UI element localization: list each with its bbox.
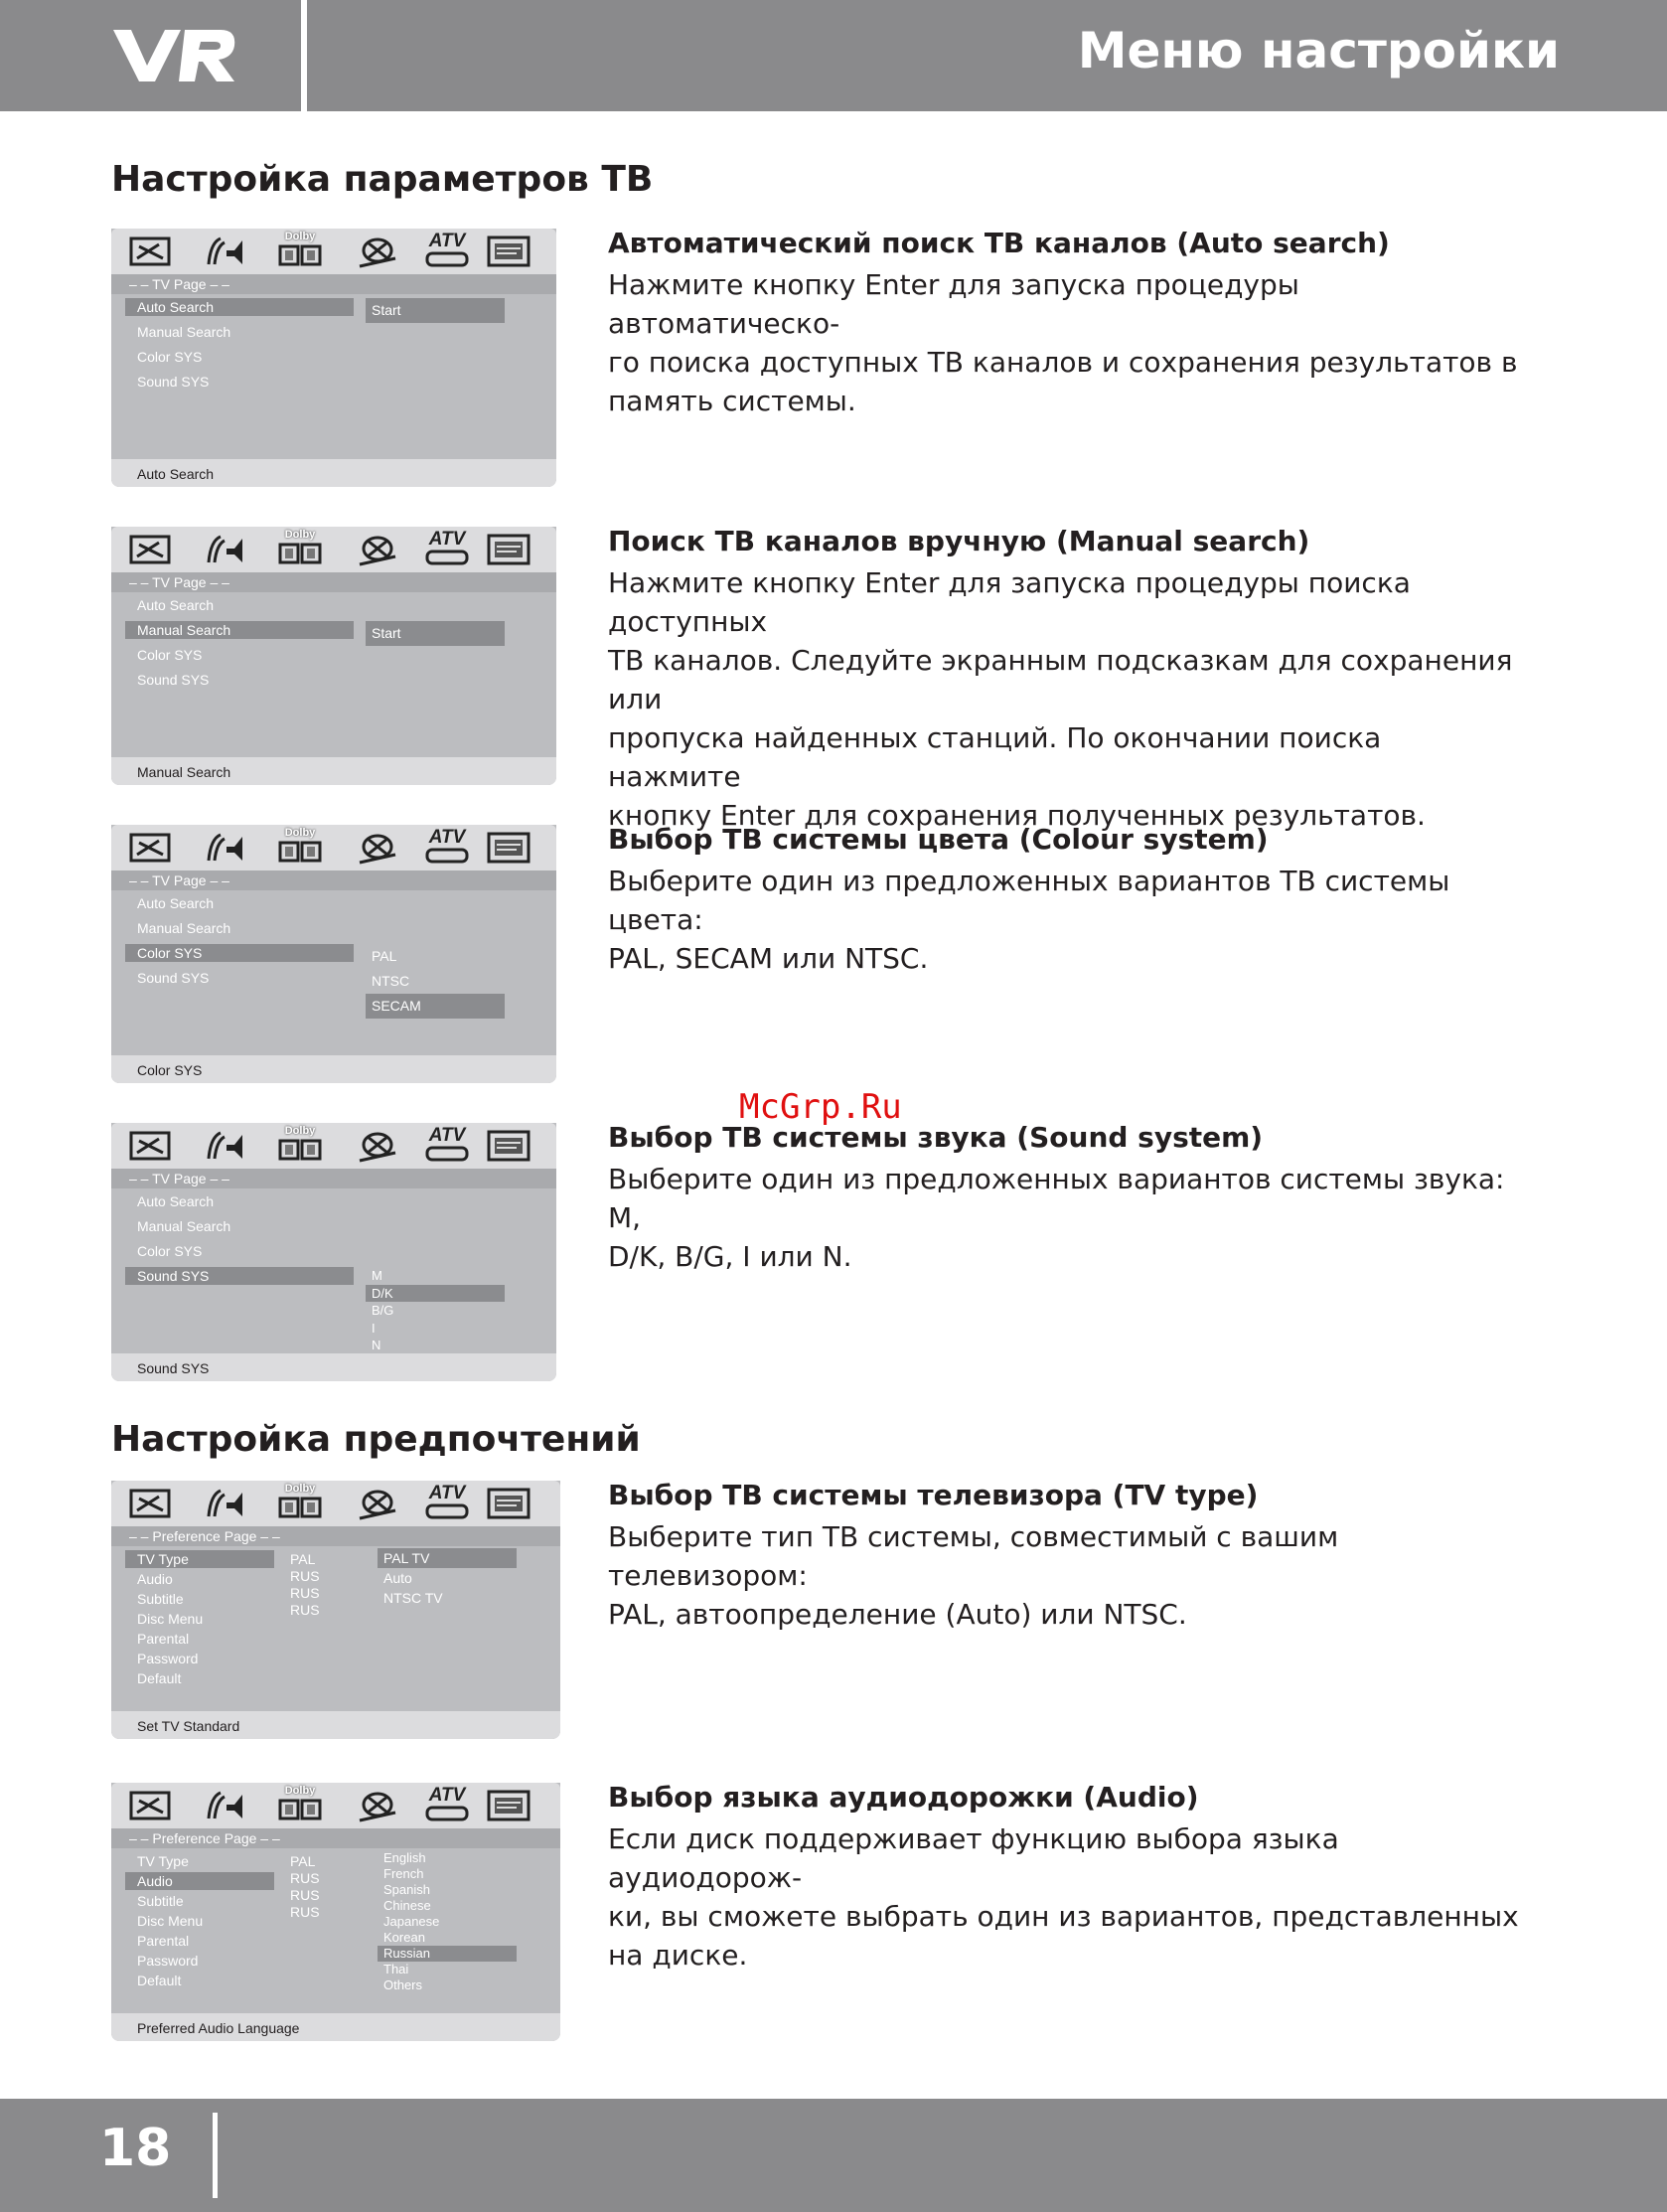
- text-line: Нажмите кнопку Enter для запуска процедуры автоматическо-: [608, 268, 1299, 340]
- system-setup-icon: [129, 1789, 173, 1827]
- osd-menu-item[interactable]: TV Type: [137, 1853, 189, 1869]
- osd-menu-item[interactable]: Color SYS: [137, 1243, 203, 1259]
- osd-menu-item[interactable]: Parental: [137, 1631, 190, 1647]
- dolby-icon: Dolby: [278, 529, 322, 571]
- osd-menu-value: RUS: [290, 1887, 320, 1903]
- osd-menu-item[interactable]: Subtitle: [137, 1591, 184, 1607]
- dolby-icon: Dolby: [278, 1125, 322, 1168]
- video-setup-icon: [356, 1129, 401, 1170]
- system-setup-icon: [129, 1487, 173, 1525]
- osd-option[interactable]: Korean: [383, 1930, 425, 1945]
- osd-menu-item[interactable]: Auto Search: [137, 1193, 215, 1209]
- status-text: Preferred Audio Language: [137, 2020, 300, 2036]
- text-line: Нажмите кнопку Enter для запуска процедуры поиска доступных: [608, 566, 1411, 638]
- block-body-tv-type: [608, 1517, 1522, 1634]
- speaker-icon: [205, 235, 250, 273]
- page-label-text: – – TV Page – –: [129, 872, 229, 888]
- osd-icon-bar: [111, 1123, 556, 1169]
- osd-icon-bar: [111, 1783, 560, 1828]
- speaker-icon: [205, 533, 250, 571]
- text-line: D/K, B/G, I или N.: [608, 1240, 852, 1273]
- osd-menu-item[interactable]: Auto Search: [137, 597, 215, 613]
- atv-icon: ATV: [423, 232, 471, 272]
- text-line: кнопку Enter для сохранения полученных результатов.: [608, 799, 1426, 832]
- osd-option[interactable]: Russian: [378, 1946, 517, 1962]
- osd-option[interactable]: Japanese: [383, 1914, 440, 1929]
- osd-icon-bar: [111, 527, 556, 572]
- osd-page-label: [111, 1169, 556, 1188]
- atv-icon: ATV: [423, 828, 471, 869]
- text-line: Если диск поддерживает функцию выбора языка аудиодорож-: [608, 1822, 1339, 1894]
- osd-option[interactable]: Auto: [383, 1570, 412, 1586]
- dolby-icon: Dolby: [278, 231, 322, 273]
- text-line: Выберите один из предложенных вариантов системы звука: M,: [608, 1163, 1505, 1234]
- text-line: PAL, SECAM или NTSC.: [608, 942, 929, 975]
- osd-menu-item[interactable]: Auto Search: [125, 298, 354, 316]
- atv-icon: ATV: [423, 530, 471, 570]
- speaker-icon: [205, 1129, 250, 1168]
- osd-menu-item[interactable]: Subtitle: [137, 1893, 184, 1909]
- block-body-auto-search: [608, 265, 1522, 420]
- block-heading-auto-search: Автоматический поиск ТВ каналов (Auto search): [608, 227, 1390, 259]
- osd-page-label: [111, 274, 556, 294]
- osd-option[interactable]: I: [372, 1320, 376, 1336]
- osd-option[interactable]: Thai: [383, 1962, 409, 1976]
- page-label-text: – – Preference Page – –: [129, 1528, 280, 1544]
- osd-menu-item[interactable]: Disc Menu: [137, 1611, 204, 1627]
- menu-screen-auto-search: [111, 229, 556, 487]
- osd-option[interactable]: D/K: [366, 1285, 505, 1303]
- osd-menu-item[interactable]: Manual Search: [137, 920, 231, 936]
- footer-divider: [213, 2113, 218, 2198]
- osd-menu-value: RUS: [290, 1602, 320, 1618]
- preference-icon: [487, 533, 532, 571]
- block-heading-colour-system: Выбор ТВ системы цвета (Colour system): [608, 823, 1269, 856]
- system-setup-icon: [129, 1129, 173, 1168]
- video-setup-icon: [356, 235, 401, 275]
- menu-screen-tv-type: [111, 1481, 560, 1739]
- atv-icon: ATV: [423, 1484, 471, 1524]
- osd-menu-item[interactable]: Manual Search: [125, 621, 354, 639]
- text-line: ТВ каналов. Следуйте экранным подсказкам для сохранения или: [608, 644, 1513, 715]
- osd-option[interactable]: French: [383, 1866, 424, 1881]
- status-text: Sound SYS: [137, 1360, 210, 1376]
- osd-menu-item[interactable]: Sound SYS: [137, 374, 210, 390]
- osd-option[interactable]: M: [372, 1268, 382, 1283]
- video-setup-icon: [356, 1789, 401, 1829]
- atv-icon: ATV: [423, 1786, 471, 1826]
- osd-option[interactable]: B/G: [372, 1303, 394, 1318]
- block-body-manual-search: [608, 563, 1522, 835]
- page-footer: [0, 2099, 1667, 2212]
- block-heading-tv-type: Выбор ТВ системы телевизора (TV type): [608, 1479, 1259, 1511]
- dolby-icon: Dolby: [278, 827, 322, 869]
- osd-menu-item[interactable]: Sound SYS: [137, 672, 210, 688]
- block-body-colour-system: [608, 862, 1522, 978]
- osd-option[interactable]: NTSC: [372, 973, 410, 989]
- osd-page-label: [111, 1828, 560, 1848]
- osd-status-bar: [111, 1711, 560, 1739]
- osd-option[interactable]: NTSC TV: [383, 1590, 443, 1606]
- status-text: Color SYS: [137, 1062, 203, 1078]
- speaker-icon: [205, 1487, 250, 1525]
- page-number: 18: [99, 2119, 172, 2178]
- osd-menu-item[interactable]: Default: [137, 1973, 182, 1988]
- osd-status-bar: [111, 1055, 556, 1083]
- system-setup-icon: [129, 831, 173, 869]
- preference-icon: [487, 1487, 532, 1525]
- status-text: Auto Search: [137, 466, 215, 482]
- page-title: Меню настройки: [1077, 22, 1560, 79]
- atv-icon: ATV: [423, 1126, 471, 1167]
- block-heading-audio: Выбор языка аудиодорожки (Audio): [608, 1781, 1199, 1814]
- osd-menu-item[interactable]: Auto Search: [137, 895, 215, 911]
- osd-option[interactable]: Chinese: [383, 1898, 431, 1913]
- system-setup-icon: [129, 533, 173, 571]
- osd-option[interactable]: Start: [366, 621, 505, 646]
- text-line: Выберите один из предложенных вариантов ТВ системы цвета:: [608, 865, 1450, 936]
- video-setup-icon: [356, 831, 401, 871]
- osd-menu-value: RUS: [290, 1568, 320, 1584]
- section-title-preferences: Настройка предпочтений: [111, 1419, 641, 1460]
- osd-option[interactable]: PAL TV: [378, 1548, 517, 1568]
- osd-menu-item[interactable]: Default: [137, 1670, 182, 1686]
- text-line: Выберите тип ТВ системы, совместимый с вашим телевизором:: [608, 1520, 1339, 1592]
- system-setup-icon: [129, 235, 173, 273]
- osd-option[interactable]: PAL: [372, 948, 397, 964]
- preference-icon: [487, 1129, 532, 1168]
- osd-status-bar: [111, 757, 556, 785]
- page-label-text: – – TV Page – –: [129, 1171, 229, 1186]
- speaker-icon: [205, 831, 250, 869]
- osd-menu-item[interactable]: Sound SYS: [137, 970, 210, 986]
- block-body-sound-system: [608, 1160, 1522, 1276]
- osd-page-label: [111, 870, 556, 890]
- osd-menu-item[interactable]: Password: [137, 1651, 199, 1666]
- text-line: на диске.: [608, 1939, 748, 1972]
- video-setup-icon: [356, 533, 401, 573]
- osd-menu-item[interactable]: Color SYS: [125, 944, 354, 962]
- logo-box: [0, 0, 307, 111]
- text-line: пропуска найденных станций. По окончании поиска нажмите: [608, 721, 1382, 793]
- osd-menu-item[interactable]: Color SYS: [137, 349, 203, 365]
- osd-menu-item[interactable]: Manual Search: [137, 1218, 231, 1234]
- block-heading-manual-search: Поиск ТВ каналов вручную (Manual search): [608, 525, 1310, 557]
- page-label-text: – – TV Page – –: [129, 276, 229, 292]
- block-body-audio: [608, 1819, 1522, 1975]
- osd-status-bar: [111, 459, 556, 487]
- watermark: McGrp.Ru: [739, 1087, 902, 1127]
- menu-screen-sound-sys: [111, 1123, 556, 1381]
- osd-menu-item[interactable]: Manual Search: [137, 324, 231, 340]
- osd-menu-item[interactable]: Password: [137, 1953, 199, 1969]
- section-title-tv: Настройка параметров ТВ: [111, 159, 654, 200]
- osd-menu-value: PAL: [290, 1551, 316, 1567]
- osd-menu-item[interactable]: TV Type: [125, 1550, 274, 1568]
- osd-icon-bar: [111, 825, 556, 870]
- osd-icon-bar: [111, 1481, 560, 1526]
- page-header: [0, 0, 1667, 111]
- osd-menu-item[interactable]: Audio: [137, 1571, 173, 1587]
- speaker-icon: [205, 1789, 250, 1827]
- osd-option[interactable]: N: [372, 1338, 381, 1352]
- text-line: го поиска доступных ТВ каналов и сохранения результатов в: [608, 346, 1518, 379]
- preference-icon: [487, 831, 532, 869]
- osd-menu-item[interactable]: Parental: [137, 1933, 190, 1949]
- osd-menu-value: PAL: [290, 1853, 316, 1869]
- osd-page-label: [111, 1526, 560, 1546]
- osd-menu-value: RUS: [290, 1870, 320, 1886]
- page-label-text: – – Preference Page – –: [129, 1830, 280, 1846]
- osd-menu-item[interactable]: Disc Menu: [137, 1913, 204, 1929]
- dolby-icon: Dolby: [278, 1785, 322, 1827]
- text-line: память системы.: [608, 385, 856, 417]
- osd-menu-value: RUS: [290, 1585, 320, 1601]
- video-setup-icon: [356, 1487, 401, 1527]
- preference-icon: [487, 235, 532, 273]
- osd-page-label: [111, 572, 556, 592]
- osd-icon-bar: [111, 229, 556, 274]
- status-text: Manual Search: [137, 764, 231, 780]
- vr-logo: [109, 22, 238, 87]
- osd-menu-item[interactable]: Sound SYS: [125, 1267, 354, 1285]
- osd-menu-item[interactable]: Audio: [125, 1872, 274, 1890]
- preference-icon: [487, 1789, 532, 1827]
- osd-option[interactable]: English: [383, 1850, 426, 1865]
- osd-option[interactable]: SECAM: [366, 994, 505, 1019]
- menu-screen-color-sys: [111, 825, 556, 1083]
- status-text: Set TV Standard: [137, 1718, 240, 1734]
- osd-option[interactable]: Start: [366, 298, 505, 323]
- osd-menu-item[interactable]: Color SYS: [137, 647, 203, 663]
- menu-screen-manual-search: [111, 527, 556, 785]
- osd-status-bar: [111, 1353, 556, 1381]
- osd-menu-value: RUS: [290, 1904, 320, 1920]
- menu-screen-audio: [111, 1783, 560, 2041]
- osd-status-bar: [111, 2013, 560, 2041]
- dolby-icon: Dolby: [278, 1483, 322, 1525]
- text-line: ки, вы сможете выбрать один из вариантов, представленных: [608, 1900, 1519, 1933]
- block-heading-sound-system: Выбор ТВ системы звука (Sound system): [608, 1121, 1264, 1154]
- text-line: PAL, автоопределение (Auto) или NTSC.: [608, 1598, 1187, 1631]
- osd-option[interactable]: Spanish: [383, 1882, 430, 1897]
- osd-option[interactable]: Others: [383, 1977, 423, 1992]
- page-label-text: – – TV Page – –: [129, 574, 229, 590]
